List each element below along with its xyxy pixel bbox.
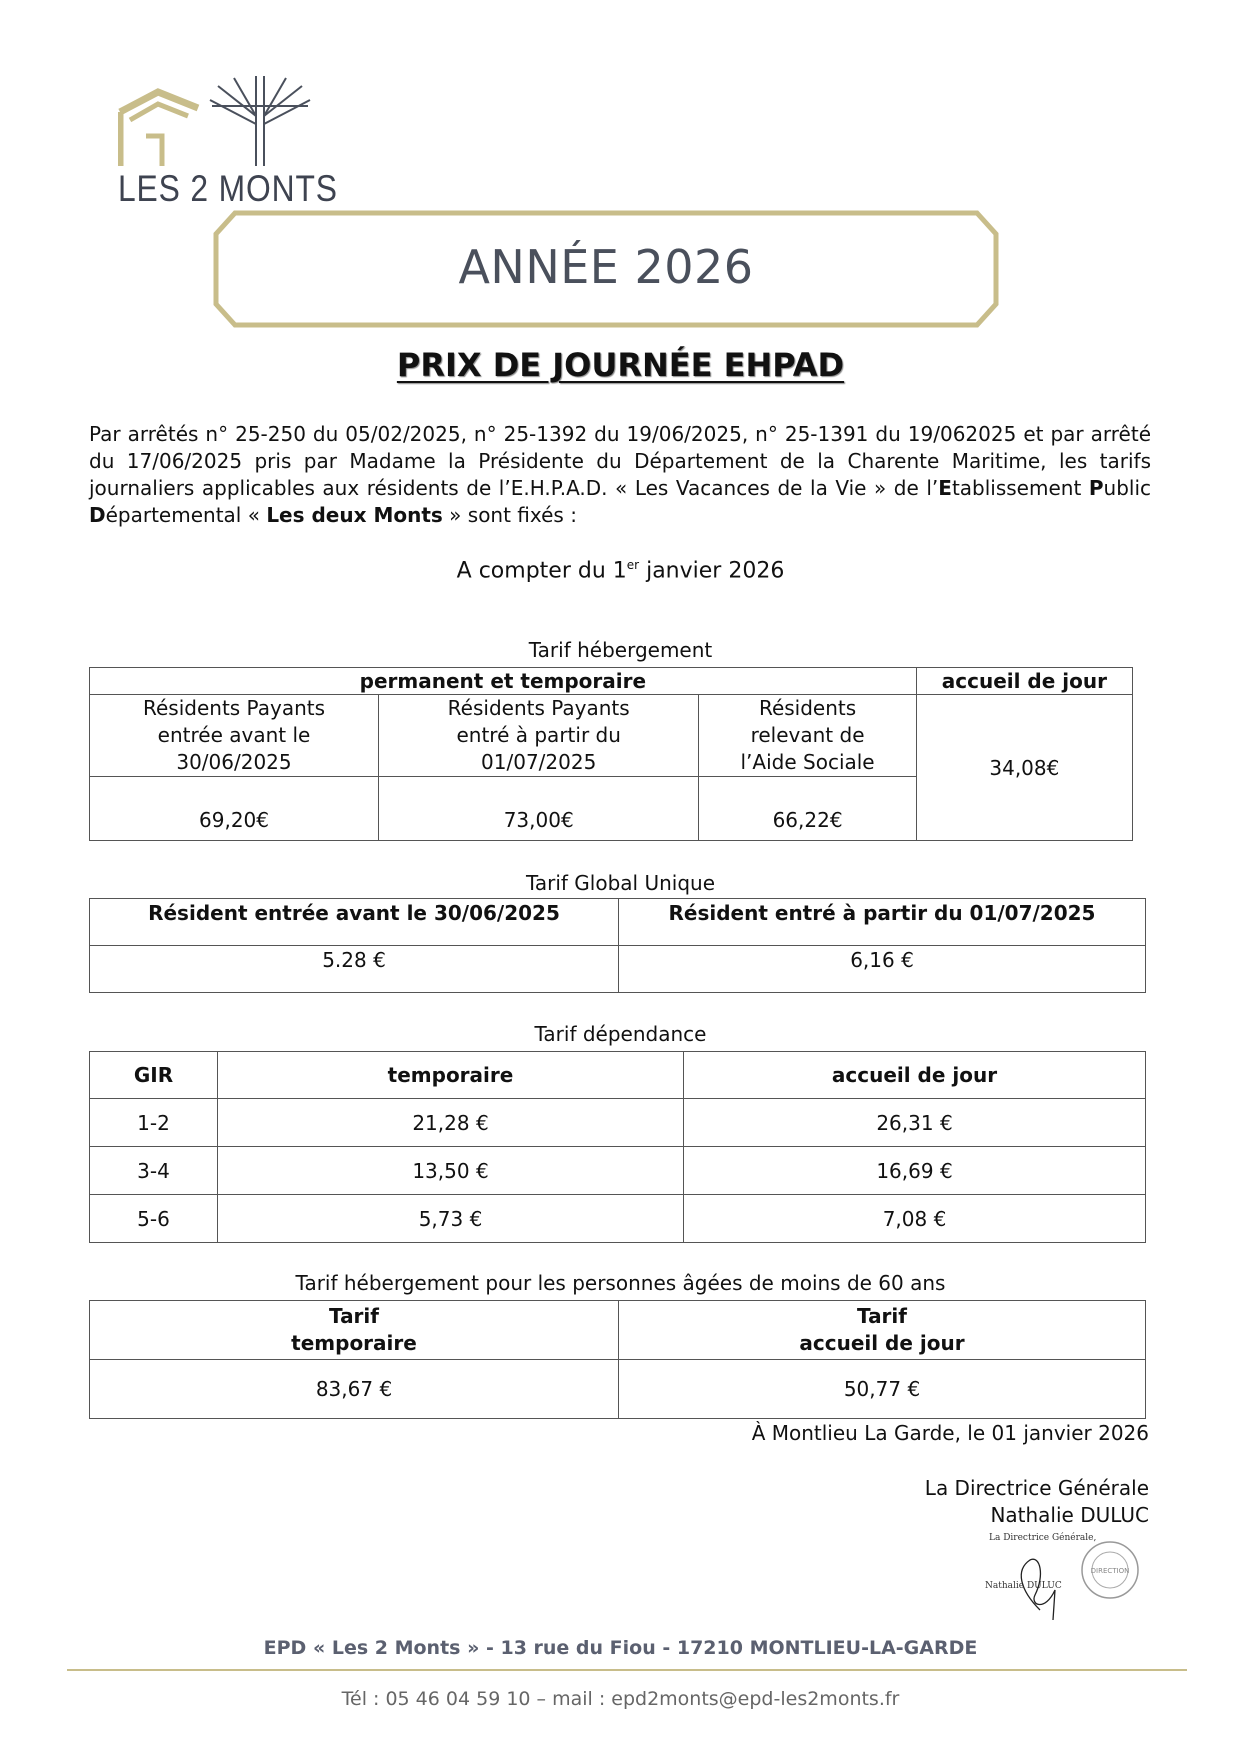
cell-global-avant: 5.28 € [90,946,619,993]
header-moins60-accueil-line1: Tarif [857,1304,907,1328]
table-hebergement [89,667,1133,841]
cell-accueil-jour: 7,08 € [684,1195,1146,1243]
logo-text: LES 2 MONTS [118,168,338,209]
footer-contact: Tél : 05 46 04 59 10 – mail : epd2monts@epd-les2monts.fr [341,1688,900,1710]
cell-accueil-jour: 16,69 € [684,1147,1146,1195]
caption-moins-60: Tarif hébergement pour les personnes âgées de moins de 60 ans [295,1271,946,1295]
cell-gir: 5-6 [90,1195,218,1243]
table-dependance [89,1051,1146,1243]
header-moins60-temporaire-line2: temporaire [291,1331,417,1355]
header-global-apres: Résident entré à partir du 01/07/2025 [619,899,1146,946]
header-moins60-accueil [619,1301,1146,1360]
cell-residents-apres-value: 73,00€ [379,777,699,841]
caption-global-unique: Tarif Global Unique [525,871,716,895]
start-date-prefix: A compter du 1 [456,558,627,584]
header-moins60-temporaire-line1: Tarif [329,1304,379,1328]
stamp-seal: DIRECTION [1090,1567,1130,1575]
header-temporaire: temporaire [218,1052,684,1099]
intro-text: Par arrêtés n° 25-250 du 05/02/2025, n° 25-1392 du 19/06/2025, n° 25-1391 du 19/062025 et par arrêté du 17/06/2025 pris par Madame la Présidente du Département de la Charente Maritime, les tarifs journaliers applicables aux résidents de l’E.H.P.A.D. « Les Vacances de la Vie » de l’ [89,422,1151,500]
year-title: ANNÉE 2026 [458,240,754,294]
signature-stamp [985,1530,1145,1625]
header-moins60-temporaire [90,1301,619,1360]
intro-bold-e: E [938,476,952,500]
header-moins60-accueil-line2: accueil de jour [799,1331,965,1355]
cell-accueil-jour-value: 34,08€ [916,695,1132,841]
cell-temporaire: 5,73 € [218,1195,684,1243]
table-row [90,1099,1146,1147]
stamp-name: Nathalie DULUC [985,1581,1062,1591]
main-title: PRIX DE JOURNÉE EHPAD [396,346,845,384]
start-date-suffix: janvier 2026 [639,558,785,584]
intro-bold-d: D [89,503,106,527]
intro-bold-p: P [1088,476,1104,500]
intro-text-e: tablissement [951,476,1089,500]
table-global-unique [89,898,1146,993]
table-moins-60 [89,1300,1146,1419]
table-row [90,1147,1146,1195]
cell-moins60-temporaire: 83,67 € [90,1360,619,1419]
cell-gir: 3-4 [90,1147,218,1195]
place-date: À Montlieu La Garde, le 01 janvier 2026 [751,1421,1149,1445]
start-date [0,558,1241,583]
stamp-title: La Directrice Générale, [989,1533,1097,1543]
intro-text-end: » sont fixés : [442,503,577,527]
cell-accueil-jour: 26,31 € [684,1099,1146,1147]
cell-global-apres: 6,16 € [619,946,1146,993]
cell-gir: 1-2 [90,1099,218,1147]
col-residents-apres: Résidents Payants entré à partir du 01/07/2025 [379,695,699,777]
footer-address: EPD « Les 2 Monts » - 13 rue du Fiou - 17210 MONTLIEU-LA-GARDE [263,1637,978,1659]
intro-text-p: ublic [1103,476,1151,500]
header-permanent-temporaire: permanent et temporaire [90,668,917,695]
caption-dependance: Tarif dépendance [534,1022,707,1046]
col-aide-sociale: Résidents relevant de l’Aide Sociale [699,695,916,777]
start-date-sup: er [626,558,640,572]
cell-temporaire: 13,50 € [218,1147,684,1195]
signatory-name: Nathalie DULUC [990,1503,1149,1527]
cell-moins60-accueil: 50,77 € [619,1360,1146,1419]
cell-residents-avant-value: 69,20€ [90,777,379,841]
col-residents-avant: Résidents Payants entrée avant le 30/06/2025 [90,695,379,777]
header-global-avant: Résident entrée avant le 30/06/2025 [90,899,619,946]
signatory-title: La Directrice Générale [924,1476,1149,1500]
header-gir: GIR [90,1052,218,1099]
intro-bold-monts: Les deux Monts [266,503,443,527]
cell-aide-sociale-value: 66,22€ [699,777,916,841]
intro-paragraph [89,421,1151,529]
footer-divider [67,1669,1187,1671]
intro-text-d: épartemental « [105,503,267,527]
cell-temporaire: 21,28 € [218,1099,684,1147]
caption-hebergement: Tarif hébergement [528,638,713,662]
table-row [90,1195,1146,1243]
header-accueil-jour-dep: accueil de jour [684,1052,1146,1099]
header-accueil-jour: accueil de jour [916,668,1132,695]
